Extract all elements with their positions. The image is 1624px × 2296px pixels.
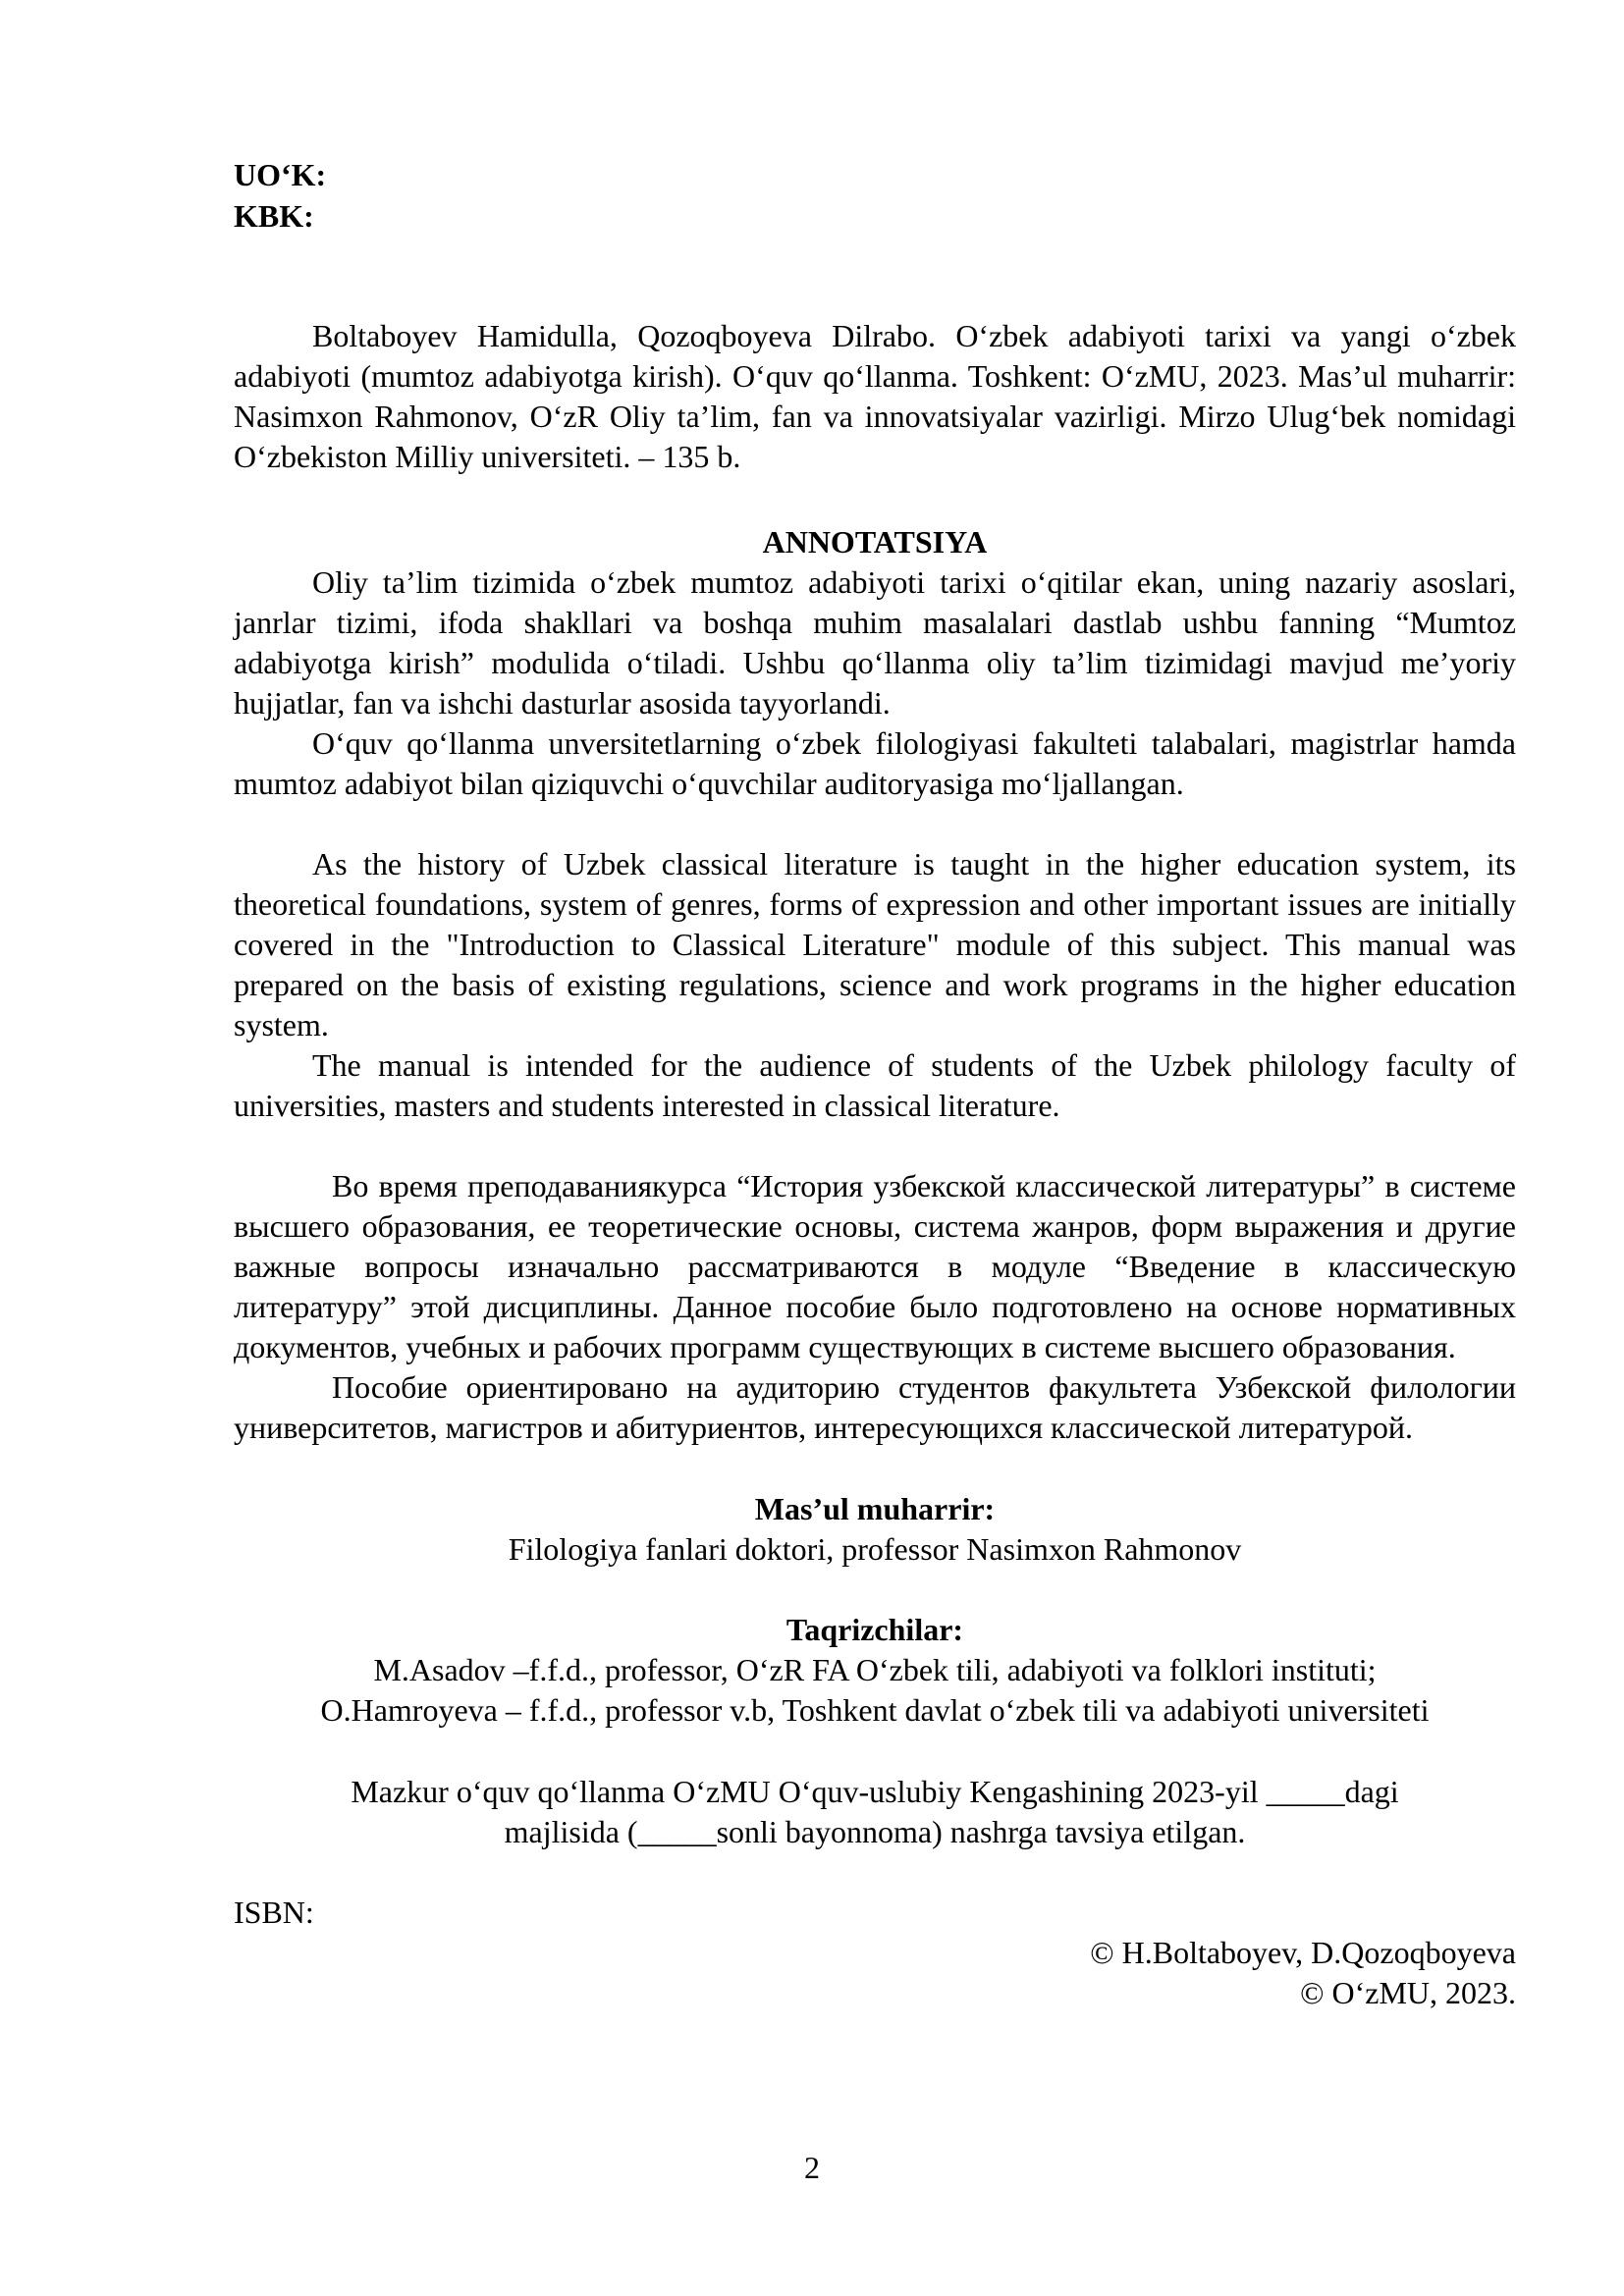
reviewer-item: M.Asadov –f.f.d., professor, O‘zR FA O‘zbek tili, adabiyoti va folklori instituti;	[373, 1652, 1377, 1687]
classification-codes	[234, 155, 1516, 238]
reviewer-item: O.Hamroyeva – f.f.d., professor v.b, Toshkent davlat o‘zbek tili va adabiyoti universiteti	[320, 1692, 1430, 1728]
annotation-ru-paragraph: Во время преподаваниякурса “История узбекской классической литературы” в системе высшего образования, ее теоретические основы, система жанров, форм выражения и другие важные вопросы изначально рассматриваются в модуле “Введение в классическую литературу” этой дисциплины. Данное пособие было подготовлено на основе нормативных документов, учебных и рабочих программ существующих в системе высшего образования.	[234, 1168, 1516, 1364]
approval-note-line: Mazkur o‘quv qo‘llanma O‘zMU O‘quv-uslubiy Kengashining 2023-yil _____dagi	[351, 1774, 1399, 1809]
isbn-label: ISBN:	[234, 1895, 314, 1930]
annotation-uz-paragraph: Oliy ta’lim tizimida o‘zbek mumtoz adabiyoti tarixi o‘qitilar ekan, uning nazariy asoslari, janrlar tizimi, ifoda shakllari va boshqa muhim masalalari dastlab ushbu fanning “Mumtoz adabiyotga kirish” modulida o‘tiladi. Ushbu qo‘llanma oliy ta’lim tizimidagi mavjud me’yoriy hujjatlar, fan va ishchi dasturlar asosida tayyorlandi.	[234, 564, 1516, 721]
annotation-uz-paragraph: O‘quv qo‘llanma unversitetlarning o‘zbek filologiyasi fakulteti talabalari, magistrlar hamda mumtoz adabiyot bilan qiziquvchi o‘quvchilar auditoryasiga mo‘ljallangan.	[234, 725, 1516, 801]
uok-code: UO‘K:	[234, 157, 327, 192]
annotation-ru-paragraph: Пособие ориентировано на аудиторию студентов факультета Узбекской филологии университетов, магистров и абитуриентов, интересующихся классической литературой.	[234, 1369, 1516, 1445]
kbk-code: KBK:	[234, 198, 314, 234]
approval-note-line: majlisida (_____sonli bayonnoma) nashrga tavsiya etilgan.	[504, 1814, 1246, 1849]
copyright-line: © O‘zMU, 2023.	[1300, 1975, 1516, 2010]
document-page	[234, 155, 1516, 2013]
annotation-uzbek	[234, 562, 1516, 804]
page-number: 2	[804, 2150, 820, 2185]
annotation-en-paragraph: As the history of Uzbek classical literature is taught in the higher education system, its theoretical foundations, system of genres, forms of expression and other important issues are initially covered in the "Introduction to Classical Literature" module of this subject. This manual was prepared on the basis of existing regulations, science and work programs in the higher education system.	[234, 846, 1516, 1042]
editor-name: Filologiya fanlari doktori, professor Nasimxon Rahmonov	[508, 1531, 1242, 1567]
annotation-heading: ANNOTATSIYA	[762, 524, 988, 560]
bibliographic-description: Boltaboyev Hamidulla, Qozoqboyeva Dilrabo. O‘zbek adabiyoti tarixi va yangi o‘zbek adabiyoti (mumtoz adabiyotga kirish). O‘quv qo‘llanma. Toshkent: O‘zMU, 2023. Mas’ul muharrir: Nasimxon Rahmonov, O‘zR Oliy ta’lim, fan va innovatsiyalar vazirligi. Mirzo Ulug‘bek nomidagi O‘zbekiston Milliy universiteti. – 135 b.	[234, 318, 1516, 474]
annotation-en-paragraph: The manual is intended for the audience of students of the Uzbek philology faculty of universities, masters and students interested in classical literature.	[234, 1047, 1516, 1123]
reviewers-heading: Taqrizchilar:	[785, 1612, 964, 1647]
editor-heading: Mas’ul muharrir:	[754, 1491, 996, 1526]
copyright-line: © H.Boltaboyev, D.Qozoqboyeva	[1090, 1935, 1516, 1970]
annotation-english	[234, 844, 1516, 1126]
annotation-russian	[234, 1166, 1516, 1448]
